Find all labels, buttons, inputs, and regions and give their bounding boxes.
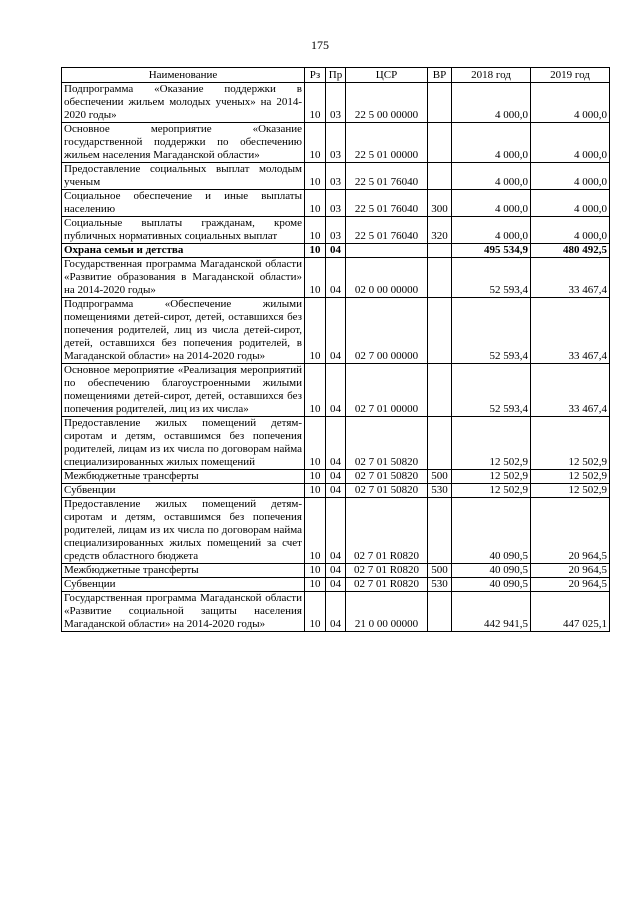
table-row [62,217,610,244]
cell-2019: 4 000,0 [531,83,610,123]
cell-pr: 03 [326,190,346,217]
cell-vr: 530 [428,484,452,498]
cell-2018: 52 593,4 [452,298,531,364]
cell-rz: 10 [305,190,326,217]
budget-table [61,67,610,632]
cell-2019: 33 467,4 [531,258,610,298]
table-row [62,592,610,632]
cell-2019: 20 964,5 [531,498,610,564]
cell-pr: 03 [326,217,346,244]
cell-rz: 10 [305,217,326,244]
page-number: 175 [311,38,329,52]
table-row [62,470,610,484]
table-row [62,484,610,498]
cell-name: Субвенции [62,484,305,498]
cell-csr: 02 7 01 00000 [346,364,428,417]
cell-2019: 4 000,0 [531,217,610,244]
cell-rz: 10 [305,364,326,417]
cell-2019: 4 000,0 [531,190,610,217]
table-row [62,244,610,258]
cell-name: Межбюджетные трансферты [62,470,305,484]
cell-pr: 03 [326,163,346,190]
cell-vr [428,592,452,632]
cell-vr [428,83,452,123]
cell-name: Основное мероприятие «Реализация мероприятий по обеспечению благоустроенными жилыми помещениями детей-сирот, детей, оставшихся без попечения родителей, лиц из их числа» [62,364,305,417]
cell-csr: 22 5 00 00000 [346,83,428,123]
table-row [62,364,610,417]
cell-csr: 22 5 01 76040 [346,190,428,217]
cell-vr [428,417,452,470]
cell-2019: 20 964,5 [531,578,610,592]
cell-name: Предоставление жилых помещений детям-сиротам и детям, оставшимся без попечения родителей, лицам из их числа по договорам найма специализированных жилых помещений за счет средств областного бюджета [62,498,305,564]
cell-2018: 442 941,5 [452,592,531,632]
cell-2018: 4 000,0 [452,123,531,163]
cell-pr: 04 [326,592,346,632]
cell-rz: 10 [305,83,326,123]
cell-2019: 12 502,9 [531,484,610,498]
cell-vr: 300 [428,190,452,217]
cell-pr: 04 [326,244,346,258]
cell-name: Предоставление жилых помещений детям-сиротам и детям, оставшимся без попечения родителей, лицам из их числа по договорам найма специализированных жилых помещений [62,417,305,470]
cell-2018: 40 090,5 [452,564,531,578]
cell-2018: 40 090,5 [452,498,531,564]
cell-rz: 10 [305,470,326,484]
cell-2018: 12 502,9 [452,417,531,470]
table-row [62,163,610,190]
cell-vr: 500 [428,564,452,578]
cell-rz: 10 [305,592,326,632]
cell-rz: 10 [305,298,326,364]
table-row [62,123,610,163]
cell-csr: 02 0 00 00000 [346,258,428,298]
cell-2019: 12 502,9 [531,470,610,484]
cell-pr: 03 [326,83,346,123]
table-row [62,498,610,564]
cell-rz: 10 [305,564,326,578]
cell-2018: 40 090,5 [452,578,531,592]
cell-2019: 20 964,5 [531,564,610,578]
cell-vr: 500 [428,470,452,484]
header-2019: 2019 год [531,68,610,83]
cell-name: Подпрограмма «Оказание поддержки в обеспечении жильем молодых ученых» на 2014-2020 годы» [62,83,305,123]
table-header-row [62,68,610,83]
cell-rz: 10 [305,417,326,470]
cell-pr: 04 [326,578,346,592]
cell-vr: 530 [428,578,452,592]
cell-csr [346,244,428,258]
cell-rz: 10 [305,578,326,592]
cell-csr: 02 7 01 R0820 [346,564,428,578]
cell-2018: 12 502,9 [452,484,531,498]
cell-pr: 04 [326,417,346,470]
cell-rz: 10 [305,244,326,258]
cell-csr: 02 7 01 R0820 [346,498,428,564]
cell-csr: 22 5 01 00000 [346,123,428,163]
cell-2019: 4 000,0 [531,123,610,163]
cell-pr: 04 [326,484,346,498]
cell-vr [428,364,452,417]
cell-2019: 480 492,5 [531,244,610,258]
cell-vr [428,258,452,298]
cell-rz: 10 [305,484,326,498]
cell-vr [428,123,452,163]
header-vr: ВР [428,68,452,83]
cell-csr: 02 7 00 00000 [346,298,428,364]
cell-vr [428,298,452,364]
cell-name: Подпрограмма «Обеспечение жилыми помещениями детей-сирот, детей, оставшихся без попечения родителей, лиц из числа детей-сирот, детей, оставшихся без попечения родителей, в Магаданской области» на 2014-2020 годы» [62,298,305,364]
table-row [62,258,610,298]
cell-pr: 03 [326,123,346,163]
cell-pr: 04 [326,470,346,484]
cell-csr: 02 7 01 50820 [346,484,428,498]
cell-name: Социальное обеспечение и иные выплаты населению [62,190,305,217]
cell-rz: 10 [305,123,326,163]
cell-csr: 02 7 01 50820 [346,470,428,484]
header-rz: Рз [305,68,326,83]
cell-pr: 04 [326,564,346,578]
table-row [62,83,610,123]
cell-rz: 10 [305,498,326,564]
cell-vr [428,163,452,190]
cell-pr: 04 [326,498,346,564]
cell-2018: 52 593,4 [452,364,531,417]
cell-2018: 12 502,9 [452,470,531,484]
cell-vr [428,244,452,258]
cell-name: Государственная программа Магаданской области «Развитие социальной защиты населения Магаданской области» на 2014-2020 годы» [62,592,305,632]
cell-2018: 4 000,0 [452,83,531,123]
cell-2019: 33 467,4 [531,298,610,364]
header-2018: 2018 год [452,68,531,83]
cell-2019: 12 502,9 [531,417,610,470]
cell-csr: 02 7 01 R0820 [346,578,428,592]
cell-vr: 320 [428,217,452,244]
cell-name: Предоставление социальных выплат молодым ученым [62,163,305,190]
table-row [62,298,610,364]
cell-pr: 04 [326,298,346,364]
cell-csr: 22 5 01 76040 [346,217,428,244]
cell-2018: 4 000,0 [452,190,531,217]
cell-2018: 4 000,0 [452,217,531,244]
cell-name: Субвенции [62,578,305,592]
cell-pr: 04 [326,258,346,298]
cell-name: Охрана семьи и детства [62,244,305,258]
cell-2019: 33 467,4 [531,364,610,417]
cell-2018: 52 593,4 [452,258,531,298]
table-row [62,578,610,592]
header-csr: ЦСР [346,68,428,83]
cell-2019: 4 000,0 [531,163,610,190]
table-row [62,564,610,578]
cell-2019: 447 025,1 [531,592,610,632]
cell-csr: 21 0 00 00000 [346,592,428,632]
table-row [62,417,610,470]
cell-name: Государственная программа Магаданской области «Развитие образования в Магаданской области» на 2014-2020 годы» [62,258,305,298]
header-name: Наименование [62,68,305,83]
cell-name: Межбюджетные трансферты [62,564,305,578]
cell-2018: 4 000,0 [452,163,531,190]
cell-csr: 02 7 01 50820 [346,417,428,470]
cell-name: Социальные выплаты гражданам, кроме публичных нормативных социальных выплат [62,217,305,244]
table-row [62,190,610,217]
cell-csr: 22 5 01 76040 [346,163,428,190]
cell-pr: 04 [326,364,346,417]
header-pr: Пр [326,68,346,83]
cell-2018: 495 534,9 [452,244,531,258]
cell-name: Основное мероприятие «Оказание государственной поддержки по обеспечению жильем населения Магаданской области» [62,123,305,163]
cell-rz: 10 [305,258,326,298]
cell-rz: 10 [305,163,326,190]
table-body [62,83,610,632]
cell-vr [428,498,452,564]
